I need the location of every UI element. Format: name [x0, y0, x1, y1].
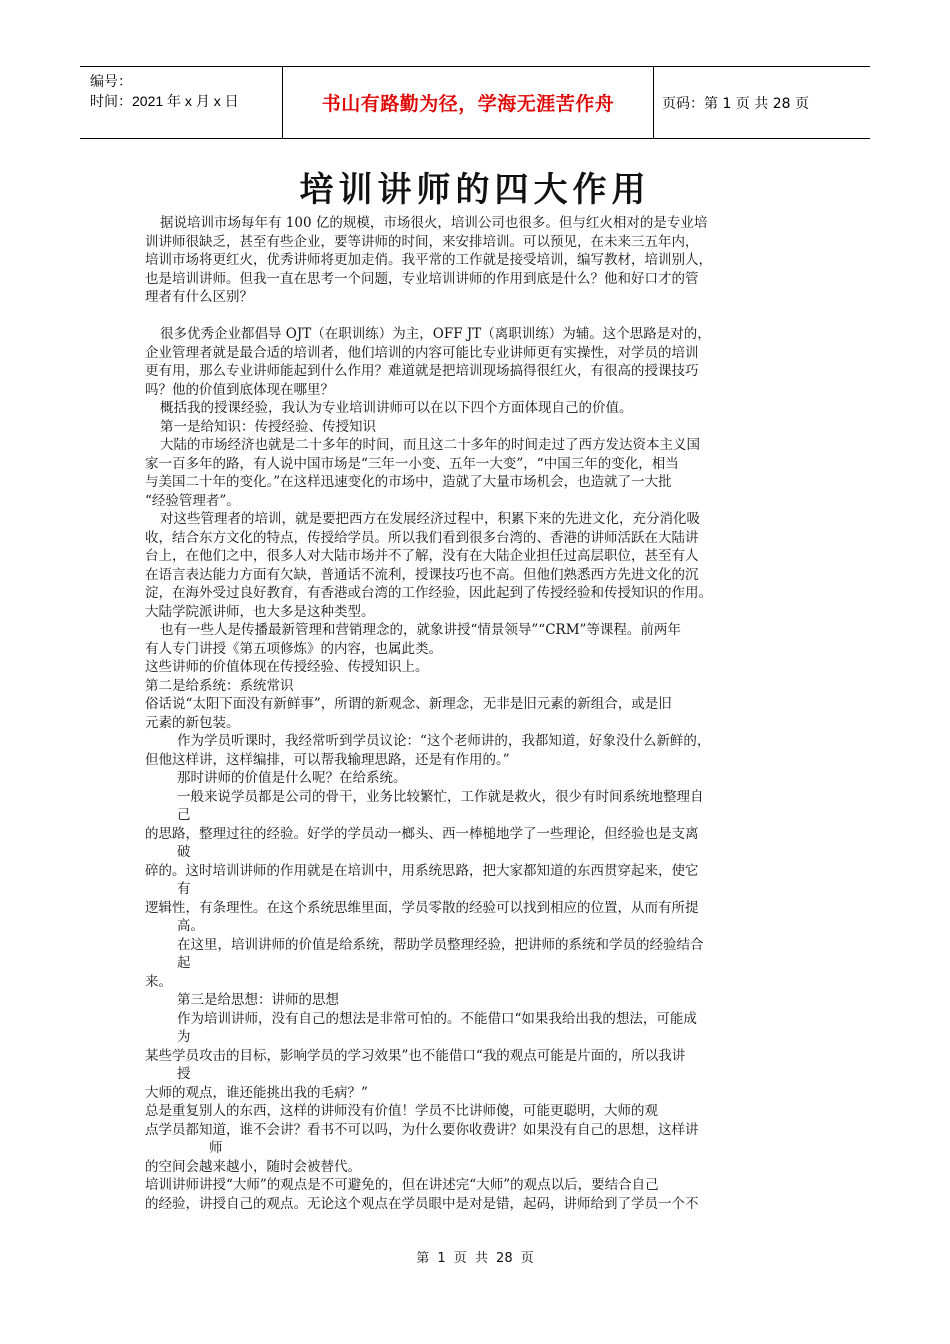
body-line-wrap: 授 — [177, 1066, 191, 1082]
body-line: 大陆的市场经济也就是二十多年的时间，而且这二十多年的时间走过了西方发达资本主义国 — [160, 437, 700, 453]
body-line: 淀，在海外受过良好教育，有香港或台湾的工作经验，因此起到了传授经验和传授知识的作用。 — [145, 585, 712, 601]
body-line: 元素的新包装。 — [145, 714, 240, 731]
body-line: 更有用，那么专业讲师能起到什么作用？难道就是把培训现场搞得很红火，有很高的授课技巧 — [145, 363, 699, 379]
body-line: 大师的观点，谁还能挑出我的毛病？” — [145, 1084, 368, 1101]
document-meta — [90, 71, 280, 111]
body-line: 来。 — [145, 973, 172, 990]
body-line: 理者有什么区别？ — [145, 289, 253, 305]
header-motto: 书山有路勤为径，学海无涯苦作舟 — [321, 93, 615, 115]
body-line: 逻辑性，有条理性。在这个系统思维里面，学员零散的经验可以找到相应的位置，从而有所提 — [145, 899, 699, 916]
body-line: 那时讲师的价值是什么呢？在给系统。 — [177, 770, 407, 786]
body-line: “经验管理者”。 — [145, 492, 240, 509]
body-line: 也是培训讲师。但我一直在思考一个问题，专业培训讲师的作用到底是什么？他和好口才的管 — [145, 270, 699, 287]
header-divider-right — [653, 67, 654, 138]
body-line: 某些学员攻击的目标，影响学员的学习效果”也不能借口“我的观点可能是片面的，所以我讲 — [145, 1047, 686, 1064]
document-title: 培训讲师的四大作用 — [299, 170, 651, 210]
body-line: 一般来说学员都是公司的骨干，业务比较繁忙，工作就是救火，很少有时间系统地整理自 — [177, 788, 704, 805]
section-heading: 第三是给思想：讲师的思想 — [177, 992, 339, 1008]
body-line: 大陆学院派讲师，也大多是这种类型。 — [145, 603, 375, 620]
body-line: 有人专门讲授《第五项修炼》的内容，也属此类。 — [145, 640, 442, 657]
body-line: 的经验，讲授自己的观点。无论这个观点在学员眼中是对是错，起码，讲师给到了学员一个不 — [145, 1195, 699, 1212]
page-footer: 第 1 页 共 28 页 — [416, 1251, 534, 1266]
body-line: 台上，在他们之中，很多人对大陆市场并不了解，没有在大陆企业担任过高层职位，甚至有人 — [145, 548, 699, 564]
body-line: 企业管理者就是最合适的培训者，他们培训的内容可能比专业讲师更有实操性，对学员的培训 — [145, 344, 699, 361]
body-line: 吗？他的价值到底体现在哪里？ — [145, 381, 334, 398]
body-line: 家一百多年的路，有人说中国市场是“三年一小变、五年一大变”，“中国三年的变化，相当 — [145, 455, 679, 472]
body-line-wrap: 己 — [177, 807, 191, 823]
body-line: 据说培训市场每年有 100 亿的规模，市场很火，培训公司也很多。但与红火相对的是专业培 — [160, 215, 708, 231]
body-line: 的思路，整理过往的经验。好学的学员动一榔头、西一棒槌地学了一些理论，但经验也是支离 — [145, 825, 699, 842]
body-line: 对这些管理者的培训，就是要把西方在发展经济过程中，积累下来的先进文化，充分消化吸 — [160, 511, 700, 527]
document-body — [145, 214, 810, 1213]
body-line: 总是重复别人的东西，这样的讲师没有价值！学员不比讲师傻，可能更聪明，大师的观 — [145, 1103, 658, 1119]
page-header — [80, 66, 870, 139]
body-line: 的空间会越来越小，随时会被替代。 — [145, 1158, 361, 1175]
body-line: 培训市场将更红火，优秀讲师将更加走俏。我平常的工作就是接受培训，编写教材，培训别人， — [145, 252, 712, 268]
body-line-wrap: 师 — [209, 1140, 223, 1156]
body-line-wrap: 高。 — [177, 918, 204, 934]
body-line: 概括我的授课经验，我认为专业培训讲师可以在以下四个方面体现自己的价值。 — [160, 400, 633, 416]
body-line-wrap: 起 — [177, 955, 191, 971]
section-heading: 第二是给系统：系统常识 — [145, 677, 294, 694]
body-line: 点学员都知道，谁不会讲？看书不可以吗，为什么要你收费讲？如果没有自己的思想，这样讲 — [145, 1121, 699, 1138]
body-line: 在这里，培训讲师的价值是给系统，帮助学员整理经验，把讲师的系统和学员的经验结合 — [177, 936, 704, 953]
paragraph-gap — [145, 307, 810, 326]
body-line-wrap: 破 — [177, 844, 191, 860]
document-number: 编号： — [90, 73, 132, 89]
document-date: 时间：2021 年 x 月 x 日 — [90, 93, 239, 109]
body-line: 培训讲师讲授“大师”的观点是不可避免的，但在讲述完“大师”的观点以后，要结合自己 — [145, 1177, 659, 1193]
body-line: 训讲师很缺乏，甚至有些企业，要等讲师的时间，来安排培训。可以预见，在未来三五年内， — [145, 233, 699, 250]
body-line-wrap: 为 — [177, 1029, 191, 1045]
header-page-info: 页码：第 1 页 共 28 页 — [662, 96, 809, 112]
body-line-wrap: 有 — [177, 881, 191, 897]
section-heading: 第一是给知识：传授经验、传授知识 — [160, 418, 376, 435]
body-line: 碎的。这时培训讲师的作用就是在培训中，用系统思路，把大家都知道的东西贯穿起来，使它 — [145, 862, 699, 879]
body-line: 很多优秀企业都倡导 OJT（在职训练）为主，OFF JT（离职训练）为辅。这个思路是对的， — [160, 326, 711, 342]
body-line: 与美国二十年的变化。”在这样迅速变化的市场中，造就了大量市场机会，也造就了一大批 — [145, 474, 672, 490]
body-line: 这些讲师的价值体现在传授经验、传授知识上。 — [145, 659, 429, 675]
body-line: 在语言表达能力方面有欠缺，普通话不流利，授课技巧也不高。但他们熟悉西方先进文化的沉 — [145, 566, 699, 583]
body-line: 作为培训讲师，没有自己的想法是非常可怕的。不能借口“如果我给出我的想法，可能成 — [177, 1010, 697, 1027]
body-line: 俗话说“太阳下面没有新鲜事”，所谓的新观念、新理念，无非是旧元素的新组合，或是旧 — [145, 696, 672, 712]
body-line: 也有一些人是传播最新管理和营销理念的，就象讲授“情景领导”“CRM”等课程。前两年 — [160, 622, 681, 638]
body-line: 但他这样讲，这样编排，可以帮我输理思路，还是有作用的。” — [145, 751, 510, 768]
body-line: 作为学员听课时，我经常听到学员议论：“这个老师讲的，我都知道，好象没什么新鲜的， — [177, 733, 711, 749]
body-line: 收，结合东方文化的特点，传授给学员。所以我们看到很多台湾的、香港的讲师活跃在大陆讲 — [145, 529, 699, 546]
